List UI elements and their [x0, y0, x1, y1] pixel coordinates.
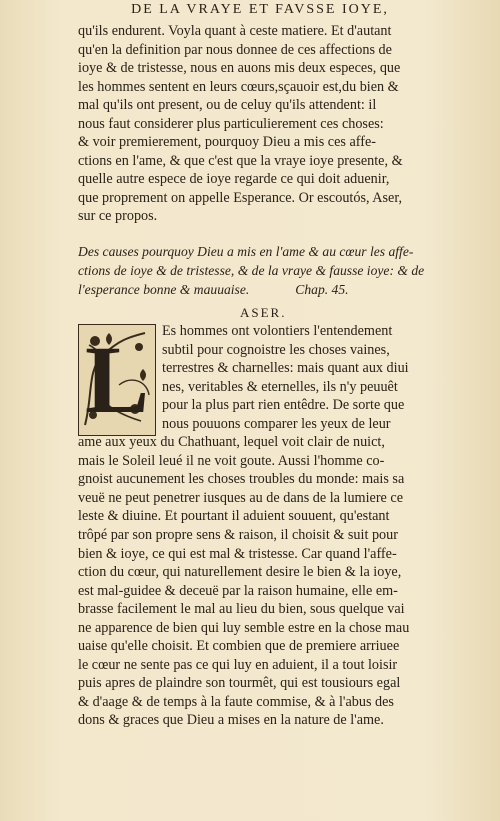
text-line: qu'ils endurent. Voyla quant à ceste matiere. Et d'autant [78, 23, 392, 39]
text-line: trôpé par son propre sens & raison, il choisit & suit pour [78, 527, 398, 544]
text-line: qu'en la definition par nous donnee de ces affections de [78, 41, 392, 58]
text-line: ction du cœur, qui naturellement desire le bien & la ioye, [78, 564, 402, 581]
text-line: est mal-guidee & deceuë par la raison humaine, elle em- [78, 582, 398, 599]
body-paragraph [78, 322, 458, 730]
text-line: subtil pour cognoistre les choses vaines, [162, 341, 390, 358]
chapter-line: Des causes pourquoy Dieu a mis en l'ame & au cœur les affe- [78, 244, 414, 259]
text-line: que proprement on appelle Esperance. Or escoutós, Aser, [78, 189, 403, 206]
text-line: leste & diuine. Et pourtant il aduient souuent, qu'estant [78, 508, 390, 525]
text-line: mal qu'ils ont present, ou de celuy qu'ils attendent: il [78, 97, 377, 114]
text-line: nous pouuons comparer les yeux de leur [162, 415, 391, 432]
text-line: ctions en l'ame, & que c'est que la vraye ioye presente, & [78, 152, 403, 169]
chapter-number: Chap. 45. [295, 282, 349, 297]
text-line: le cœur ne sente pas ce qui luy en aduient, il a tout loisir [78, 656, 398, 673]
text-line: terrestres & charnelles: mais quant aux diui [162, 360, 409, 377]
text-line: veuë ne peut penetrer iusques au de dans de la lumiere ce [78, 489, 403, 506]
text-line: ioye & de tristesse, nous en auons mis deux especes, que [78, 60, 401, 77]
text-line: Es hommes ont volontiers l'entendement [162, 323, 393, 339]
running-head: DE LA VRAYE ET FAVSSE IOYE, [131, 2, 389, 17]
text-line: bien & ioye, ce qui est mal & tristesse. Car quand l'affe- [78, 545, 397, 562]
text-line: mais le Soleil leué il ne voit goute. Aussi l'homme co- [78, 452, 385, 469]
text-line: dons & graces que Dieu a mises en la nature de l'ame. [78, 712, 384, 729]
text-line: nous faut considerer plus particulierement ces choses: [78, 115, 384, 132]
text-line: sur ce propos. [78, 208, 158, 225]
text-line: les hommes sentent en leurs cœurs,sçauoir est,du bien & [78, 78, 399, 95]
text-line: nes, veritables & eternelles, ils n'y peuuêt [162, 378, 398, 395]
drop-cap-letter: L [84, 326, 150, 433]
text-line: & voir premierement, pourquoy Dieu a mis ces affe- [78, 134, 376, 151]
text-line: uaise qu'elle choisit. Et combien que de premiere arriuee [78, 638, 400, 655]
text-line: gnoist aucunement les choses troubles du monde: mais sa [78, 471, 405, 488]
chapter-line-last [78, 280, 458, 299]
text-line: ame aux yeux du Chathuant, lequel voit clair de nuict, [78, 434, 385, 451]
text-line: quelle autre espece de ioye regarde ce qui doit aduenir, [78, 171, 390, 188]
text-line: & d'aage & de temps à la faute commise, & à l'abus des [78, 693, 394, 710]
speaker-label: ASER. [240, 305, 287, 320]
chapter-line: ctions de ioye & de tristesse, & de la vraye & fausse ioye: & de [78, 263, 425, 278]
chapter-line: l'esperance bonne & mauuaise. [78, 282, 250, 297]
top-paragraph [78, 22, 458, 226]
text-line: pour la plus part rien entêdre. De sorte que [162, 397, 405, 414]
text-line: puis apres de plaindre son tourmêt, qui est tousiours egal [78, 675, 401, 692]
chapter-heading [78, 242, 458, 299]
text-line: brasse facilement le mal au lieu du bien, sous quelque vai [78, 601, 405, 618]
text-line: ne apparence de bien qui luy semble estre en la chose mau [78, 619, 410, 636]
